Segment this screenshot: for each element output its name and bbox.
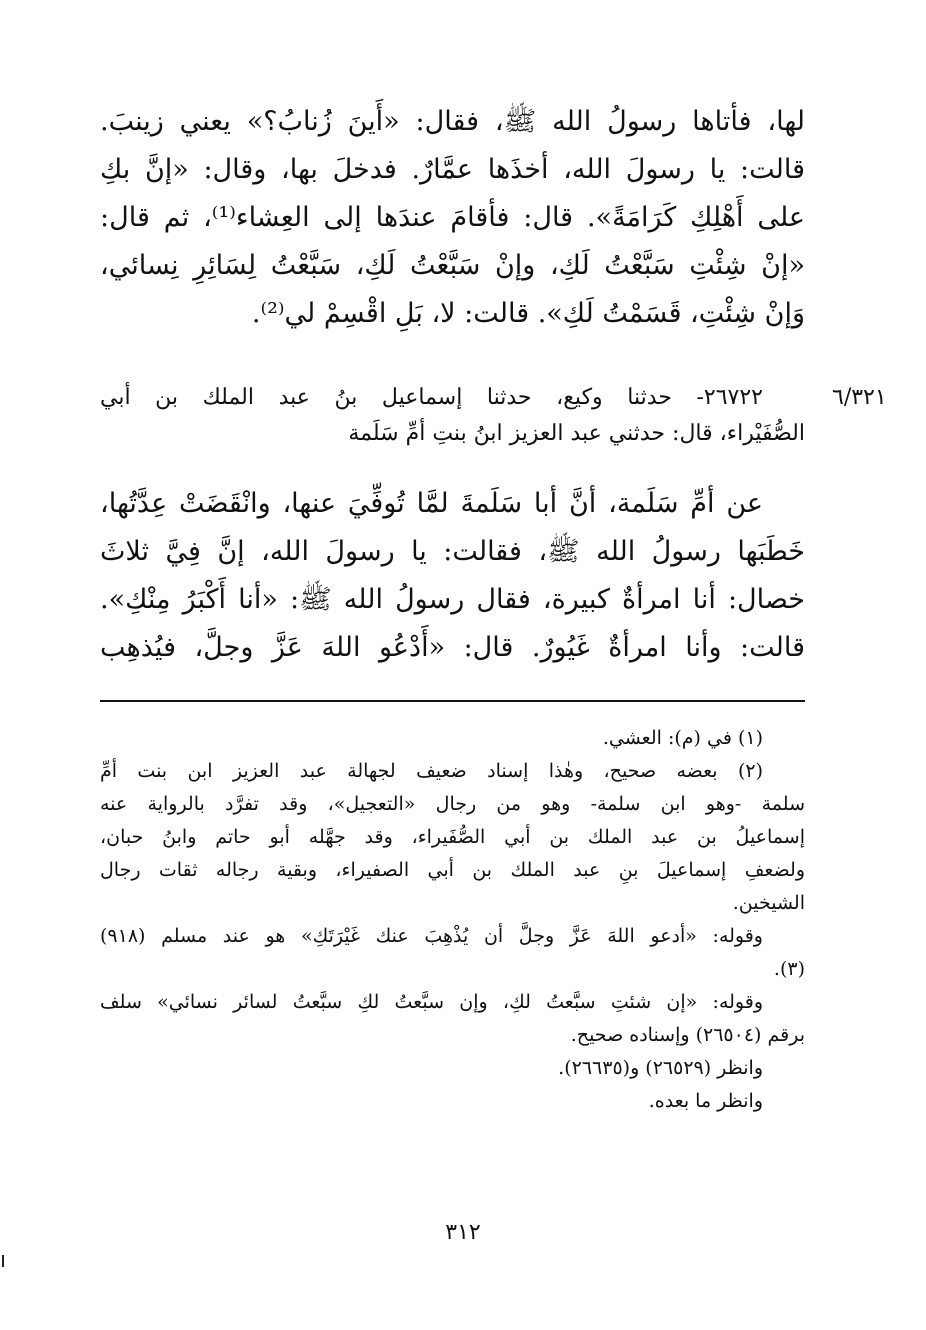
footnote-line: وانظر (٢٦٥٢٩) و(٢٦٦٣٥). [558, 1057, 763, 1079]
footnote-line: برقم (٢٦٥٠٤) وإسناده صحيح. [570, 1024, 805, 1046]
narration-line: قالت: وأنا امرأةٌ غَيُورٌ. قال: «أَدْعُو اللهَ عَزَّ وجلَّ، فيُذهِب [100, 632, 805, 663]
main-text-line: قالت: يا رسولَ الله، أخذَها عمَّارٌ. فدخلَ بها، وقال: «إنَّ بكِ [100, 154, 805, 185]
main-text-line: وَإنْ شِئْتِ، قَسَمْتُ لَكِ». قالت: لا، بَلِ اقْسِمْ لي⁽²⁾. [251, 298, 805, 329]
footnote-divider [100, 700, 805, 702]
footnote-line: سلمة -وهو ابن سلمة- وهو من رجال «التعجيل»، وقد تفرَّد بالرواية عنه [100, 793, 805, 815]
main-text-line: «إنْ شِئْتِ سَبَّعْتُ لَكِ، وإنْ سَبَّعْتُ لَكِ، سَبَّعْتُ لِسَائِرِ نِسائي، [100, 250, 805, 281]
footnote-line: (٣). [773, 958, 805, 980]
narration-line: عن أمِّ سَلَمة، أنَّ أبا سَلَمةَ لمَّا تُوفِّيَ عنها، وانْقَضَتْ عِدَّتُها، [100, 488, 763, 519]
footnote-line: وانظر ما بعده. [648, 1090, 763, 1112]
scan-edge-mark [2, 1255, 4, 1267]
margin-volume-page-ref: ٦/٣٢١ [832, 385, 887, 410]
footnote-line: (٢) بعضه صحيح، وهٰذا إسناد ضعيف لجهالة عبد العزيز ابن بنت أمِّ [100, 760, 763, 782]
footnote-line: وقوله: «إن شئتِ سبَّعتُ لكِ، وإن سبَّعتُ لكِ سبَّعتُ لسائر نسائي» سلف [100, 991, 763, 1013]
main-text [100, 98, 805, 338]
hadith-isnad [100, 380, 805, 452]
footnote-line: وقوله: «أدعو اللهَ عَزَّ وجلَّ أن يُذْهِبَ عنك غَيْرَتَكِ» هو عند مسلم (٩١٨) [100, 925, 763, 947]
footnote-line: إسماعيلُ بن عبد الملك بن أبي الصُّفَيراء، وقد جهَّله أبو حاتم وابنُ حبان، [100, 826, 805, 848]
footnote-line: الشيخين. [732, 892, 805, 914]
hadith-isnad-line: ٢٦٧٢٢- حدثنا وكيع، حدثنا إسماعيل بنُ عبد الملك بن أبي [100, 385, 763, 410]
main-text-line: لها، فأتاها رسولُ الله ﷺ، فقال: «أَينَ زُنابُ؟» يعني زينبَ. [100, 106, 805, 137]
main-text-line: على أَهْلِكِ كَرَامَةً». قال: فأقامَ عندَها إلى العِشاء⁽¹⁾، ثم قال: [100, 202, 805, 233]
hadith-isnad-line: الصُّفَيْراء، قال: حدثني عبد العزيز ابنُ بنتِ أمِّ سَلَمة [348, 421, 805, 446]
hadith-narration [100, 480, 805, 672]
narration-line: خصال: أنا امرأةٌ كبيرة، فقال رسولُ الله ﷺ: «أنا أَكْبَرُ مِنْكِ». [100, 584, 805, 615]
narration-line: خَطَبَها رسولُ الله ﷺ، فقالت: يا رسولَ الله، إنَّ فِيَّ ثلاثَ [100, 536, 805, 567]
footnote-line: (١) في (م): العشي. [602, 727, 763, 749]
page-number: ٣١٢ [445, 1220, 481, 1245]
footnotes [100, 722, 805, 1118]
footnote-line: ولضعفِ إسماعيلَ بنِ عبد الملك بن أبي الصفيراء، وبقية رجاله ثقات رجال [100, 859, 805, 881]
